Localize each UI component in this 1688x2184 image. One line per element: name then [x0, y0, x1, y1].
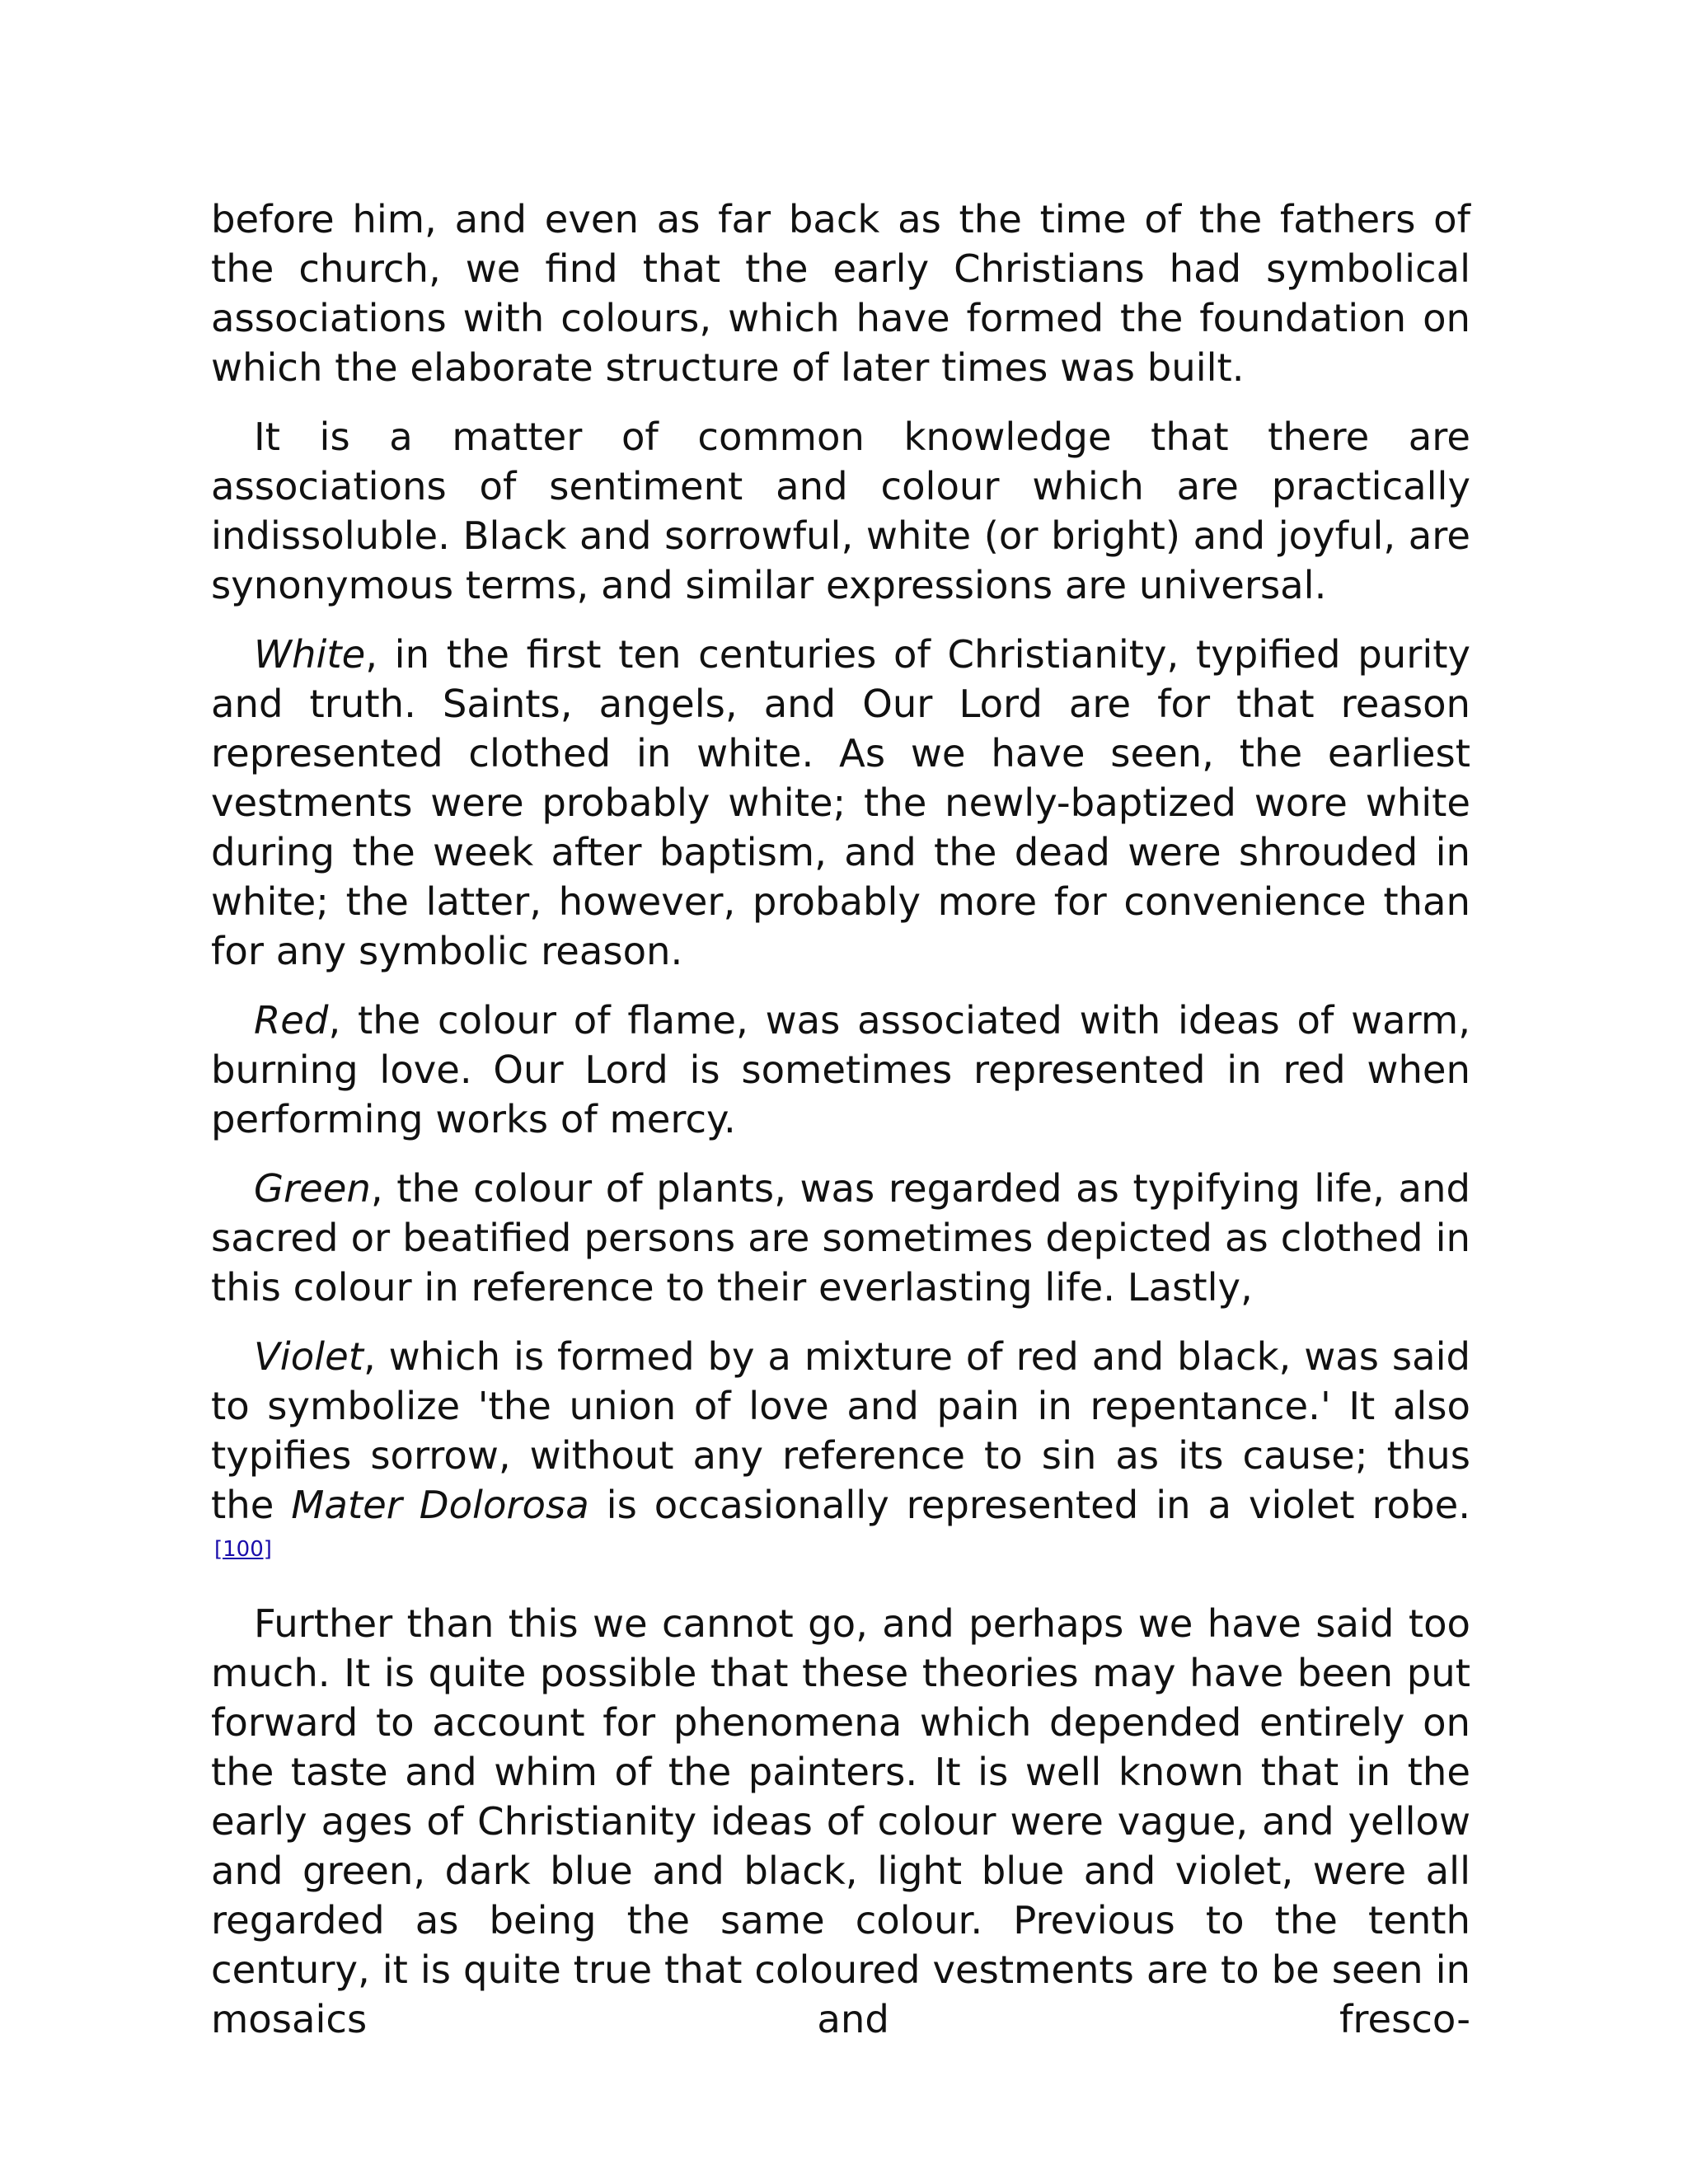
- paragraph-white: [211, 630, 1470, 976]
- mater-dolorosa-italic: Mater Dolorosa: [291, 1483, 589, 1527]
- term-red: Red: [254, 998, 329, 1043]
- paragraph-1: before him, and even as far back as the time of the fathers of the church, we find that the early Christians had symbolical associations with colours, which have formed the foundation on which the elaborate structure of later times was built.: [211, 197, 1470, 390]
- paragraph-red-text: , the colour of flame, was associated with ideas of warm, burning love. Our Lord is sometimes represented in red when performing works of mercy.: [211, 998, 1470, 1141]
- paragraph-green-text: , the colour of plants, was regarded as typifying life, and sacred or beatified persons are sometimes depicted as clothed in this colour in reference to their everlasting life. Lastly,: [211, 1166, 1470, 1310]
- paragraph-red: [211, 996, 1470, 1144]
- paragraph-2: It is a matter of common knowledge that there are associations of sentiment and colour which are practically indissoluble. Black and sorrowful, white (or bright) and joyful, are synonymous terms, and similar expressions are universal.: [211, 415, 1470, 607]
- term-violet: Violet: [254, 1334, 363, 1379]
- paragraph-7: Further than this we cannot go, and perhaps we have said too much. It is quite possible that these theories may have been put forward to account for phenomena which depended entirely on the taste and whim of the painters. It is well known that in the early ages of Christianity ideas of colour were vague, and yellow and green, dark blue and black, light blue and violet, were all regarded as being the same colour. Previous to the tenth century, it is quite true that coloured vestments are to be seen in mosaics and fresco-: [211, 1601, 1470, 2041]
- paragraph-green: [211, 1164, 1470, 1312]
- footnote-link-100[interactable]: [100]: [214, 1537, 272, 1562]
- paragraph-violet-text-b: is occasionally represented in a violet robe.: [588, 1483, 1470, 1527]
- paragraph-violet-text-a: , which is formed by a mixture of red and black, was said to symbolize 'the union of love and pain in repentance.' It also typifies sorrow, without any reference to sin as its cause; thus the: [211, 1334, 1470, 1527]
- page-body: [211, 194, 1470, 2064]
- paragraph-violet: [211, 1332, 1470, 1579]
- term-green: Green: [254, 1166, 371, 1211]
- term-white: White: [254, 632, 366, 677]
- paragraph-white-text: , in the first ten centuries of Christianity, typified purity and truth. Saints, angels, and Our Lord are for that reason represented clothed in white. As we have seen, the earliest vestments were probably white; the newly-baptized wore white during the week after baptism, and the dead were shrouded in white; the latter, however, probably more for convenience than for any symbolic reason.: [211, 632, 1470, 973]
